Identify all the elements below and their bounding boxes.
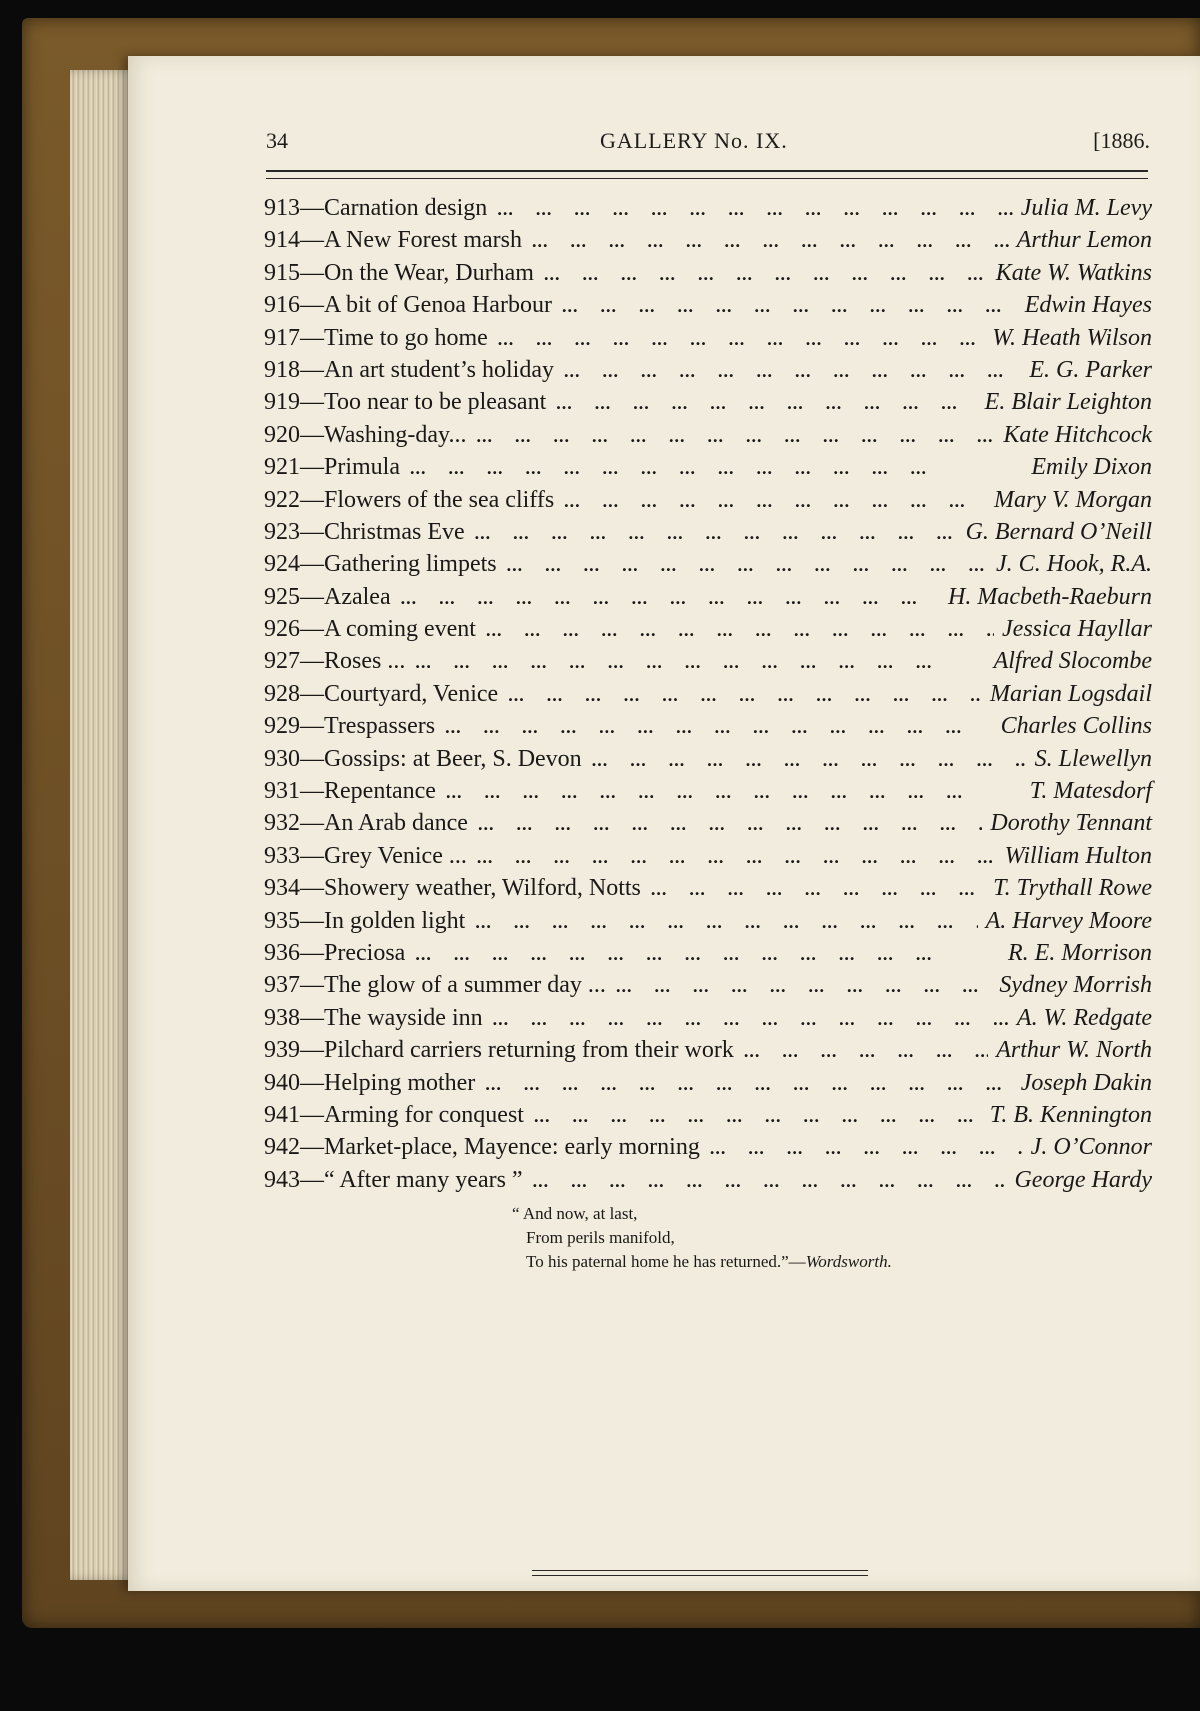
section-title: GALLERY No. IX. xyxy=(600,128,788,153)
entry-title: Carnation design xyxy=(324,195,488,221)
entry-artist: T. B. Kennington xyxy=(989,1101,1152,1128)
entry-title: Pilchard carriers returning from their work xyxy=(324,1037,734,1064)
entry-number: 942 xyxy=(264,1134,300,1161)
entry-number: 941 xyxy=(264,1101,300,1128)
entry-dash: — xyxy=(300,713,324,740)
entry-dash: — xyxy=(300,259,324,286)
entry-artist: Joseph Dakin xyxy=(1020,1069,1152,1096)
year-label: [1886. xyxy=(1093,128,1150,153)
dot-leader xyxy=(410,452,1023,484)
entry-artist: Alfred Slocombe xyxy=(993,648,1152,675)
catalogue-entry xyxy=(264,1002,1152,1034)
page-number: 34 xyxy=(266,128,288,153)
entry-number: 914 xyxy=(264,227,300,254)
catalogue-entry xyxy=(264,807,1152,839)
dot-leader xyxy=(445,711,993,743)
dot-leader xyxy=(534,1100,982,1132)
dot-leader xyxy=(508,679,982,711)
entry-number: 940 xyxy=(264,1069,300,1096)
dot-leader xyxy=(651,873,985,905)
catalogue-entry xyxy=(264,710,1152,742)
entry-artist: T. Trythall Rowe xyxy=(993,875,1152,902)
catalogue-entry xyxy=(264,581,1152,613)
dot-leader xyxy=(446,776,1022,808)
header-rule xyxy=(266,170,1148,179)
entry-number: 929 xyxy=(264,713,300,740)
entry-title: A bit of Genoa Harbour xyxy=(324,292,552,319)
entry-title: Preciosa xyxy=(324,939,406,966)
catalogue-entry xyxy=(264,1067,1152,1099)
entry-dash: — xyxy=(300,1004,324,1031)
entry-number: 928 xyxy=(264,680,300,707)
catalogue-entry xyxy=(264,969,1152,1001)
catalogue-entry xyxy=(264,678,1152,710)
catalogue-entry xyxy=(264,386,1152,418)
catalogue-entry xyxy=(264,1034,1152,1066)
entry-artist: A. Harvey Moore xyxy=(985,907,1152,934)
dot-leader xyxy=(476,420,995,452)
entry-title: Time to go home xyxy=(324,324,488,351)
entry-number: 923 xyxy=(264,518,300,545)
entry-artist: Julia M. Levy xyxy=(1020,195,1152,221)
entry-title: Trespassers xyxy=(324,713,436,740)
entry-title: The wayside inn xyxy=(324,1004,483,1031)
catalogue-entry xyxy=(264,743,1152,775)
dot-leader xyxy=(616,970,991,1002)
entry-dash: — xyxy=(300,939,324,966)
catalogue-entry xyxy=(264,613,1152,645)
entry-dash: — xyxy=(300,778,324,805)
background-band xyxy=(0,1628,1200,1711)
entry-artist: Kate W. Watkins xyxy=(995,259,1152,286)
entry-number: 933 xyxy=(264,842,300,869)
entry-dash: — xyxy=(300,518,324,545)
dot-leader xyxy=(744,1035,988,1067)
entry-title: Gathering limpets xyxy=(324,551,497,578)
epigraph-quote xyxy=(512,1202,1072,1274)
entry-dash: — xyxy=(300,842,324,869)
catalogue-entry xyxy=(264,289,1152,321)
entry-dash: — xyxy=(300,680,324,707)
entry-dash: — xyxy=(300,1101,324,1128)
entry-number: 926 xyxy=(264,616,300,643)
entry-number: 932 xyxy=(264,810,300,837)
dot-leader xyxy=(478,808,982,840)
entry-artist: Sydney Morrish xyxy=(999,972,1152,999)
entry-number: 918 xyxy=(264,356,300,383)
entry-title: Primula xyxy=(324,454,400,481)
quote-line-2: From perils manifold, xyxy=(526,1228,675,1247)
dot-leader xyxy=(475,906,977,938)
quote-line-1: “ And now, at last, xyxy=(512,1204,638,1223)
entry-number: 919 xyxy=(264,389,300,416)
entry-title: Too near to be pleasant xyxy=(324,389,547,416)
entry-number: 922 xyxy=(264,486,300,513)
dot-leader xyxy=(401,582,940,614)
dot-leader xyxy=(477,841,997,873)
dot-leader xyxy=(532,225,1009,257)
catalogue-entry xyxy=(264,775,1152,807)
catalogue-entry xyxy=(264,192,1152,224)
catalogue-entry xyxy=(264,872,1152,904)
entry-dash: — xyxy=(300,1166,324,1193)
entry-title: Gossips: at Beer, S. Devon xyxy=(324,745,582,772)
dot-leader xyxy=(415,646,985,678)
quote-line-3 xyxy=(512,1250,1072,1274)
entry-dash: — xyxy=(300,972,324,999)
entry-dash: — xyxy=(300,356,324,383)
entry-title: Christmas Eve xyxy=(324,518,465,545)
catalogue-entry xyxy=(264,840,1152,872)
entry-title: A New Forest marsh xyxy=(324,227,522,254)
entry-title: The glow of a summer day ... xyxy=(324,972,606,999)
entry-dash: — xyxy=(300,810,324,837)
entry-artist: E. G. Parker xyxy=(1029,356,1152,383)
entry-dash: — xyxy=(300,324,324,351)
dot-leader xyxy=(533,1165,1007,1197)
entry-artist: Jessica Hayllar xyxy=(1002,616,1152,643)
entry-title: Arming for conquest xyxy=(324,1101,524,1128)
dot-leader xyxy=(507,549,988,581)
entry-number: 924 xyxy=(264,551,300,578)
entry-number: 927 xyxy=(264,648,300,675)
catalogue-entry xyxy=(264,1099,1152,1131)
entry-artist: Mary V. Morgan xyxy=(994,486,1152,513)
entry-number: 930 xyxy=(264,745,300,772)
entry-number: 934 xyxy=(264,875,300,902)
dot-leader xyxy=(498,323,984,355)
entry-title: Courtyard, Venice xyxy=(324,680,499,707)
entry-number: 938 xyxy=(264,1004,300,1031)
quote-author: Wordsworth. xyxy=(805,1252,892,1271)
entry-dash: — xyxy=(300,583,324,610)
dot-leader xyxy=(485,1068,1012,1100)
dot-leader xyxy=(493,1003,1009,1035)
entry-title: Grey Venice ... xyxy=(324,842,467,869)
entry-artist: A. W. Redgate xyxy=(1016,1004,1152,1031)
dot-leader xyxy=(564,355,1021,387)
entry-artist: Charles Collins xyxy=(1000,713,1152,740)
dot-leader xyxy=(562,290,1017,322)
entry-number: 915 xyxy=(264,259,300,286)
entry-artist: H. Macbeth-Raeburn xyxy=(948,583,1152,610)
dot-leader xyxy=(497,193,1012,225)
dot-leader xyxy=(544,258,988,290)
entry-artist: Emily Dixon xyxy=(1031,454,1152,481)
catalogue-entry xyxy=(264,322,1152,354)
entry-artist: R. E. Morrison xyxy=(1008,939,1152,966)
dot-leader xyxy=(556,387,976,419)
entry-artist: Marian Logsdail xyxy=(989,680,1152,707)
entry-artist: Arthur Lemon xyxy=(1016,227,1152,254)
entry-dash: — xyxy=(300,486,324,513)
entry-artist: S. Llewellyn xyxy=(1034,745,1152,772)
catalogue-entry xyxy=(264,516,1152,548)
dot-leader xyxy=(592,744,1027,776)
entry-artist: W. Heath Wilson xyxy=(992,324,1152,351)
entry-title: “ After many years ” xyxy=(324,1166,523,1193)
entry-artist: J. C. Hook, R.A. xyxy=(996,551,1152,578)
entry-dash: — xyxy=(300,421,324,448)
catalogue-entry xyxy=(264,645,1152,677)
entry-dash: — xyxy=(300,389,324,416)
catalogue-entry xyxy=(264,1131,1152,1163)
entry-dash: — xyxy=(300,875,324,902)
dot-leader xyxy=(564,485,986,517)
entry-title: On the Wear, Durham xyxy=(324,259,534,286)
entry-title: Helping mother xyxy=(324,1069,476,1096)
entry-title: In golden light xyxy=(324,907,466,934)
entry-number: 937 xyxy=(264,972,300,999)
catalogue-entry xyxy=(264,548,1152,580)
entry-number: 920 xyxy=(264,421,300,448)
entry-title: Roses ... xyxy=(324,648,406,675)
end-rule xyxy=(532,1570,868,1576)
entry-dash: — xyxy=(300,745,324,772)
entry-artist: William Hulton xyxy=(1004,842,1152,869)
dot-leader xyxy=(415,938,1000,970)
entry-artist: Edwin Hayes xyxy=(1024,292,1152,319)
entry-title: Showery weather, Wilford, Notts xyxy=(324,875,641,902)
dot-leader xyxy=(710,1132,1023,1164)
entry-number: 916 xyxy=(264,292,300,319)
entry-number: 943 xyxy=(264,1166,300,1193)
entry-artist: G. Bernard O’Neill xyxy=(965,518,1152,545)
catalogue-entry xyxy=(264,905,1152,937)
entry-dash: — xyxy=(300,616,324,643)
entry-title: An Arab dance xyxy=(324,810,468,837)
entry-dash: — xyxy=(300,1069,324,1096)
entry-title: An art student’s holiday xyxy=(324,356,554,383)
entry-artist: Dorothy Tennant xyxy=(990,810,1152,837)
dot-leader xyxy=(486,614,994,646)
dot-leader xyxy=(475,517,958,549)
entry-number: 925 xyxy=(264,583,300,610)
entry-dash: — xyxy=(300,551,324,578)
catalogue-entry xyxy=(264,937,1152,969)
entry-dash: — xyxy=(300,1134,324,1161)
entry-dash: — xyxy=(300,648,324,675)
running-head xyxy=(266,128,1150,160)
entry-number: 913 xyxy=(264,195,300,221)
entry-number: 931 xyxy=(264,778,300,805)
entry-title: Market-place, Mayence: early morning xyxy=(324,1134,700,1161)
entry-title: Repentance xyxy=(324,778,436,805)
entry-dash: — xyxy=(300,227,324,254)
entry-artist: George Hardy xyxy=(1014,1166,1152,1193)
catalogue-entry xyxy=(264,484,1152,516)
entry-title: Washing-day... xyxy=(324,421,467,448)
entry-dash: — xyxy=(300,292,324,319)
entry-dash: — xyxy=(300,907,324,934)
catalogue-entry xyxy=(264,224,1152,256)
entry-artist: E. Blair Leighton xyxy=(984,389,1152,416)
catalogue-entry xyxy=(264,1164,1152,1196)
quote-line-3-text: To his paternal home he has returned.”— xyxy=(526,1252,806,1271)
catalogue-entry xyxy=(264,419,1152,451)
entry-number: 917 xyxy=(264,324,300,351)
catalogue-entry xyxy=(264,257,1152,289)
entry-number: 935 xyxy=(264,907,300,934)
catalogue-entry xyxy=(264,354,1152,386)
entry-dash: — xyxy=(300,454,324,481)
catalogue-list xyxy=(264,192,1152,1196)
entry-title: A coming event xyxy=(324,616,476,643)
catalogue-entry xyxy=(264,451,1152,483)
entry-dash: — xyxy=(300,195,324,221)
entry-number: 936 xyxy=(264,939,300,966)
entry-title: Azalea xyxy=(324,583,391,610)
entry-artist: Kate Hitchcock xyxy=(1003,421,1152,448)
entry-artist: T. Matesdorf xyxy=(1029,778,1152,805)
entry-number: 921 xyxy=(264,454,300,481)
entry-title: Flowers of the sea cliffs xyxy=(324,486,555,513)
entry-artist: Arthur W. North xyxy=(996,1037,1152,1064)
entry-number: 939 xyxy=(264,1037,300,1064)
entry-artist: J. O’Connor xyxy=(1030,1134,1152,1161)
entry-dash: — xyxy=(300,1037,324,1064)
